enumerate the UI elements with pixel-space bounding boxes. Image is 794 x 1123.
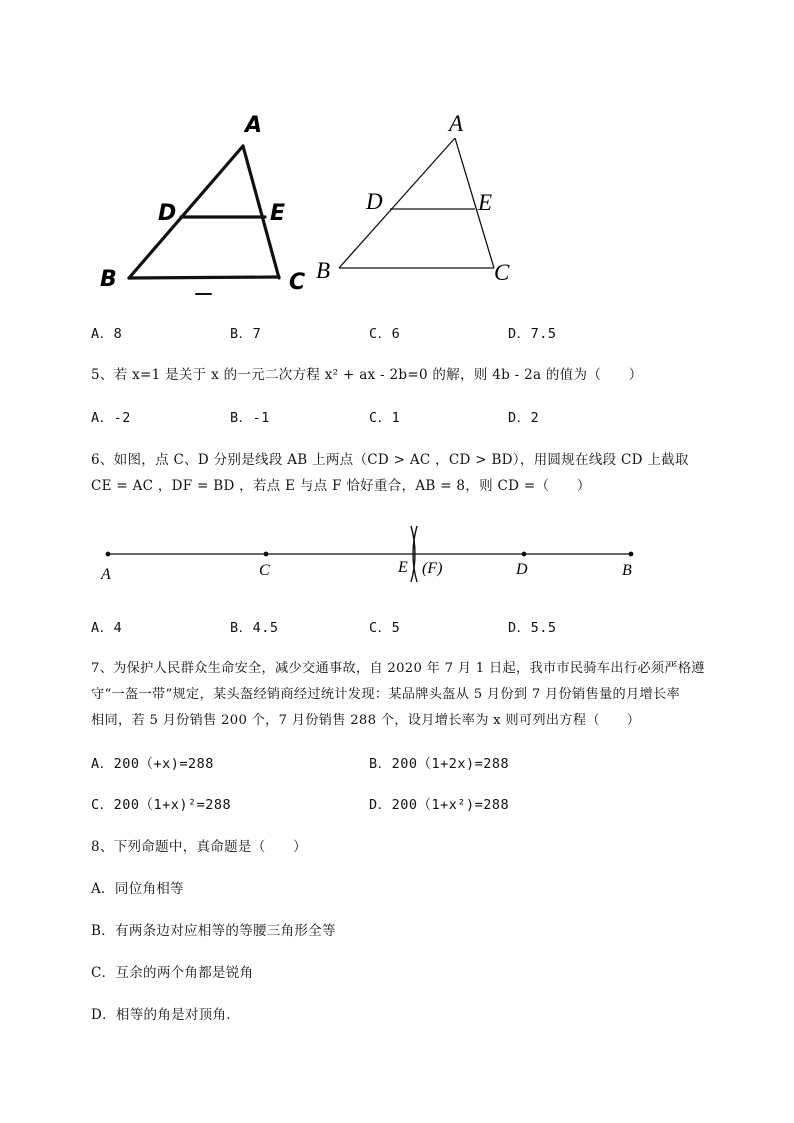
figure-triangle-right bbox=[312, 108, 532, 293]
q4-option-b: B．7 bbox=[230, 326, 262, 342]
seg-label-c: C bbox=[259, 562, 270, 579]
triangle-left-side-bc bbox=[129, 277, 279, 278]
q7-question-line2: 守“一盔一带”规定，某头盔经销商经过统计发现：某品牌头盔从 5 月份到 7 月份销售量的月增长率 bbox=[91, 687, 680, 702]
q8-option-b: B．有两条边对应相等的等腰三角形全等 bbox=[91, 923, 336, 939]
q8-question: 8、下列命题中，真命题是（ ） bbox=[91, 839, 307, 855]
left-label-e: E bbox=[270, 201, 286, 226]
seg-label-d: D bbox=[516, 561, 528, 578]
left-label-c: C bbox=[289, 270, 306, 295]
q5-option-b: B．-1 bbox=[230, 410, 270, 426]
point-d bbox=[522, 552, 527, 557]
q4-option-c: C．6 bbox=[369, 326, 401, 342]
right-label-c: C bbox=[494, 260, 510, 285]
q7-question-line3: 相同，若 5 月份销售 200 个，7 月份销售 288 个，设月增长率为 x 则可列出方程（ ） bbox=[91, 713, 641, 728]
left-label-a: A bbox=[245, 113, 263, 138]
q5-option-d: D．2 bbox=[508, 410, 540, 426]
q8-option-c: C．互余的两个角都是锐角 bbox=[91, 965, 254, 981]
q6-question-line2: CE = AC ，DF = BD ，若点 E 与点 F 恰好重合，AB = 8，则 CD =（ ） bbox=[91, 478, 591, 494]
figure-segment-ab bbox=[95, 520, 655, 590]
q5-option-a: A．-2 bbox=[91, 410, 131, 426]
seg-label-f: (F) bbox=[422, 560, 443, 577]
left-label-b: B bbox=[100, 267, 117, 292]
q7-option-c: C．200（1+x)²=288 bbox=[91, 797, 232, 813]
figure-triangle-left bbox=[95, 108, 315, 303]
seg-label-a: A bbox=[101, 566, 111, 583]
triangle-left-side-ab bbox=[129, 146, 243, 278]
q4-option-a: A．8 bbox=[91, 326, 123, 342]
q7-option-a: A．200（+x)=288 bbox=[91, 756, 214, 772]
q6-option-b: B．4.5 bbox=[230, 620, 279, 636]
triangle-right-side-ab bbox=[339, 138, 455, 268]
right-label-e: E bbox=[478, 190, 493, 215]
q6-option-c: C．5 bbox=[369, 620, 401, 636]
q5-option-c: C．1 bbox=[369, 410, 401, 426]
right-label-a: A bbox=[449, 111, 464, 136]
q8-option-d: D．相等的角是对顶角． bbox=[91, 1007, 241, 1023]
q6-option-d: D．5.5 bbox=[508, 620, 557, 636]
seg-label-e: E bbox=[398, 559, 408, 576]
q4-option-d: D．7.5 bbox=[508, 326, 557, 342]
right-label-b: B bbox=[316, 258, 331, 283]
q7-option-b: B．200（1+2x)=288 bbox=[369, 756, 510, 772]
right-label-d: D bbox=[366, 189, 383, 214]
q7-question-line1: 7、为保护人民群众生命安全，减少交通事故，自 2020 年 7 月 1 日起，我市市民骑车出行必须严格遵 bbox=[91, 661, 705, 676]
q8-option-a: A．同位角相等 bbox=[91, 881, 184, 897]
point-a bbox=[106, 552, 111, 557]
q6-option-a: A．4 bbox=[91, 620, 123, 636]
q7-option-d: D．200（1+x²)=288 bbox=[369, 797, 510, 813]
seg-label-b: B bbox=[622, 562, 632, 579]
q6-question-line1: 6、如图，点 C、D 分别是线段 AB 上两点（CD > AC ，CD > BD），用圆规在线段 CD 上截取 bbox=[91, 452, 689, 468]
left-label-d: D bbox=[158, 201, 177, 226]
point-c bbox=[264, 552, 269, 557]
q5-question: 5、若 x=1 是关于 x 的一元二次方程 x² + ax - 2b=0 的解，则 4b - 2a 的值为（ ） bbox=[91, 367, 643, 383]
point-b bbox=[629, 552, 634, 557]
